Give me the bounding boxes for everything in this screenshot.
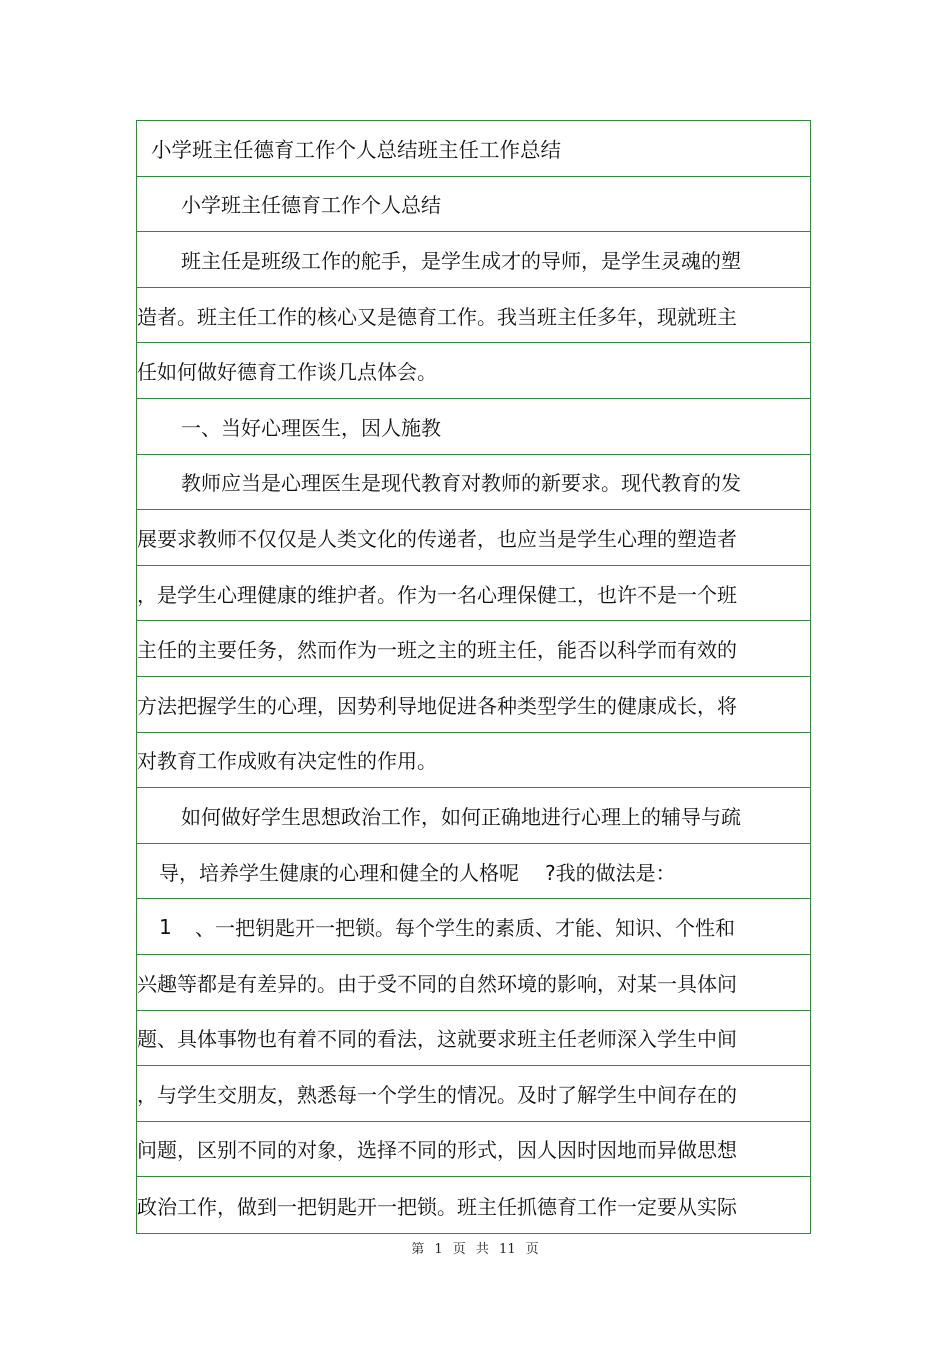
text-line: 主任的主要任务，然而作为一班之主的班主任，能否以科学而有效的 bbox=[137, 621, 810, 677]
numbered-item-line bbox=[137, 899, 810, 955]
text-line: 题、具体事物也有着不同的看法，这就要求班主任老师深入学生中间 bbox=[137, 1011, 810, 1067]
text-line: ，是学生心理健康的维护者。作为一名心理保健工，也许不是一个班 bbox=[137, 566, 810, 622]
text-line: ，与学生交朋友，熟悉每一个学生的情况。及时了解学生中间存在的 bbox=[137, 1066, 810, 1122]
text-line bbox=[137, 844, 810, 900]
item-number: 1 bbox=[159, 914, 172, 939]
text-line: 展要求教师不仅仅是人类文化的传递者，也应当是学生心理的塑造者 bbox=[137, 510, 810, 566]
document-table bbox=[136, 120, 811, 1234]
text-line: 班主任是班级工作的舵手，是学生成才的导师，是学生灵魂的塑 bbox=[137, 232, 810, 288]
page-footer: 第 1 页 共 11 页 bbox=[411, 1242, 539, 1257]
text-line: 对教育工作成败有决定性的作用。 bbox=[137, 733, 810, 789]
text-fragment: ?我的做法是： bbox=[545, 860, 676, 885]
text-line: 方法把握学生的心理，因势利导地促进各种类型学生的健康成长，将 bbox=[137, 677, 810, 733]
subsection-heading: 一、当好心理医生，因人施教 bbox=[137, 399, 810, 455]
text-line: 如何做好学生思想政治工作，如何正确地进行心理上的辅导与疏 bbox=[137, 788, 810, 844]
text-fragment: 、一把钥匙开一把锁。每个学生的素质、才能、知识、个性和 bbox=[195, 916, 735, 941]
text-line: 政治工作，做到一把钥匙开一把锁。班主任抓德育工作一定要从实际 bbox=[137, 1194, 737, 1219]
section-heading: 小学班主任德育工作个人总结 bbox=[137, 177, 810, 233]
text-line: 问题，区别不同的对象，选择不同的形式，因人因时因地而异做思想 bbox=[137, 1122, 810, 1178]
text-line: 造者。班主任工作的核心又是德育工作。我当班主任多年，现就班主 bbox=[137, 288, 810, 344]
document-title: 小学班主任德育工作个人总结班主任工作总结 bbox=[137, 121, 810, 177]
text-line: 任如何做好德育工作谈几点体会。 bbox=[137, 343, 810, 399]
text-line: 教师应当是心理医生是现代教育对教师的新要求。现代教育的发 bbox=[137, 455, 810, 511]
text-fragment: 导，培养学生健康的心理和健全的人格呢 bbox=[159, 860, 519, 885]
text-line: 兴趣等都是有差异的。由于受不同的自然环境的影响，对某一具体问 bbox=[137, 955, 810, 1011]
